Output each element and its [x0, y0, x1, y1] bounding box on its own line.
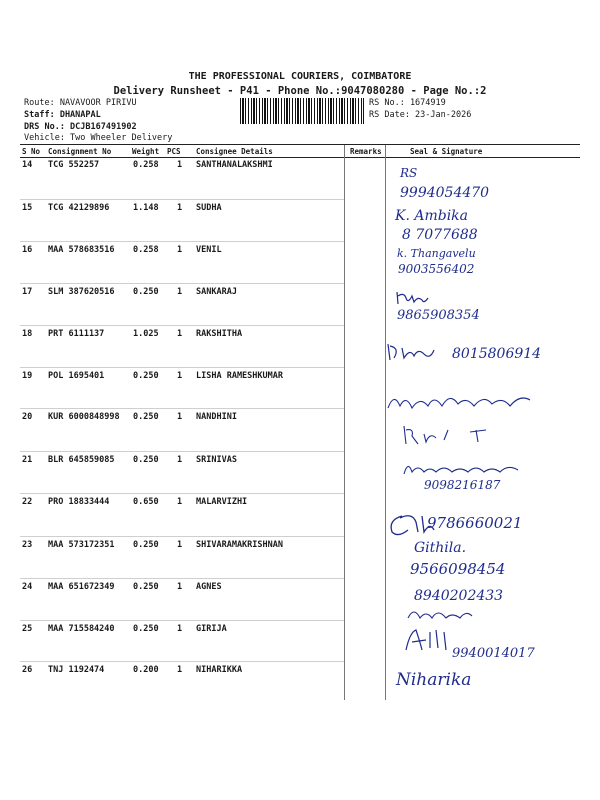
cell-weight: 1.025: [133, 329, 159, 339]
table-row: [20, 287, 360, 301]
signature-scribble: [384, 340, 444, 364]
cell-pcs: 1: [177, 540, 183, 550]
cell-sno: 21: [22, 455, 33, 465]
cell-pcs: 1: [177, 287, 183, 297]
table-row: [20, 160, 360, 174]
col-consignee: Consignee Details: [196, 147, 273, 156]
cell-pcs: 1: [177, 665, 183, 675]
cell-sno: 23: [22, 540, 33, 550]
table-row: [20, 245, 360, 259]
cell-sno: 20: [22, 412, 33, 422]
table-row: [20, 329, 360, 343]
cell-consignee: AGNES: [196, 582, 222, 592]
runsheet-title: Delivery Runsheet - P41 - Phone No.:9047080280 - Page No.:2: [113, 85, 487, 97]
cell-consignee: SANTHANALAKSHMI: [196, 160, 273, 170]
cell-consignee: VENIL: [196, 245, 222, 255]
cell-consignee: MALARVIZHI: [196, 497, 248, 507]
cell-sno: 14: [22, 160, 33, 170]
cell-consignee: NIHARIKKA: [196, 665, 243, 675]
cell-consignee: SANKARAJ: [196, 287, 237, 297]
table-row: [20, 455, 360, 469]
rs-date: RS Date: 23-Jan-2026: [369, 110, 472, 120]
cell-consignee: GIRIJA: [196, 624, 227, 634]
cell-weight: 0.650: [133, 497, 159, 507]
cell-pcs: 1: [177, 455, 183, 465]
cell-sno: 16: [22, 245, 33, 255]
table-top-rule: [20, 144, 580, 145]
cell-sno: 22: [22, 497, 33, 507]
signature-scribble: [400, 624, 456, 654]
row-separator: [20, 241, 344, 242]
cell-consignee: SUDHA: [196, 203, 222, 213]
row-separator: [20, 536, 344, 537]
handwritten-name: Niharika: [396, 670, 472, 690]
handwritten-phone: 9865908354: [397, 308, 480, 323]
handwritten-initials: RS: [400, 166, 418, 180]
handwritten-phone: 9786660021: [427, 514, 523, 532]
cell-weight: 0.200: [133, 665, 159, 675]
row-separator: [20, 367, 344, 368]
route: Route: NAVAVOOR PIRIVU: [24, 98, 137, 108]
cell-consignee: SRINIVAS: [196, 455, 237, 465]
staff: Staff: DHANAPAL: [24, 110, 101, 120]
company-name: THE PROFESSIONAL COURIERS, COIMBATORE: [188, 71, 412, 82]
handwritten-phone: 9098216187: [424, 478, 501, 492]
row-separator: [20, 661, 344, 662]
cell-consignment: MAA 651672349: [48, 582, 115, 592]
cell-sno: 17: [22, 287, 33, 297]
cell-pcs: 1: [177, 371, 183, 381]
cell-sno: 15: [22, 203, 33, 213]
col-consignment: Consignment No: [48, 147, 112, 156]
cell-pcs: 1: [177, 329, 183, 339]
cell-weight: 0.250: [133, 455, 159, 465]
signature-scribble: [400, 458, 530, 478]
cell-pcs: 1: [177, 497, 183, 507]
cell-consignee: RAKSHITHA: [196, 329, 243, 339]
row-separator: [20, 283, 344, 284]
seal-divider: [385, 145, 386, 700]
row-separator: [20, 451, 344, 452]
table-row: [20, 624, 360, 638]
cell-pcs: 1: [177, 245, 183, 255]
cell-sno: 24: [22, 582, 33, 592]
cell-weight: 0.258: [133, 160, 159, 170]
cell-sno: 19: [22, 371, 33, 381]
signature-scribble: [400, 422, 500, 448]
row-separator: [20, 578, 344, 579]
cell-weight: 0.250: [133, 582, 159, 592]
handwritten-phone: 8015806914: [452, 346, 542, 362]
cell-consignment: MAA 578683516: [48, 245, 115, 255]
cell-consignment: MAA 573172351: [48, 540, 115, 550]
drs-number: DRS No.: DCJB167491902: [24, 122, 137, 132]
row-separator: [20, 493, 344, 494]
handwritten-phone: 9566098454: [410, 560, 506, 578]
table-row: [20, 540, 360, 554]
col-sno: S No: [22, 147, 41, 156]
cell-consignment: TNJ 1192474: [48, 665, 105, 675]
cell-consignment: MAA 715584240: [48, 624, 115, 634]
cell-weight: 0.250: [133, 371, 159, 381]
table-row: [20, 497, 360, 511]
cell-pcs: 1: [177, 624, 183, 634]
signature-scribble: [384, 386, 544, 416]
cell-weight: 0.250: [133, 624, 159, 634]
table-row: [20, 412, 360, 426]
handwritten-phone: 8940202433: [414, 588, 504, 604]
vehicle: Vehicle: Two Wheeler Delivery: [24, 133, 173, 143]
cell-weight: 0.250: [133, 287, 159, 297]
cell-pcs: 1: [177, 412, 183, 422]
cell-weight: 1.148: [133, 203, 159, 213]
signature-scribble: [394, 286, 434, 308]
cell-sno: 25: [22, 624, 33, 634]
row-separator: [20, 199, 344, 200]
col-weight: Weight: [132, 147, 160, 156]
signature-scribble: [404, 604, 474, 624]
handwritten-name: k. Thangavelu: [397, 247, 476, 260]
handwritten-phone: 8 7077688: [402, 227, 478, 243]
barcode: [240, 98, 364, 124]
handwritten-phone: 9994054470: [400, 185, 490, 201]
col-seal: Seal & Signature: [410, 147, 483, 156]
table-row: [20, 582, 360, 596]
handwritten-name: K. Ambika: [395, 208, 469, 224]
table-row: [20, 203, 360, 217]
table-row: [20, 665, 360, 679]
row-separator: [20, 620, 344, 621]
cell-consignee: NANDHINI: [196, 412, 237, 422]
cell-consignee: LISHA RAMESHKUMAR: [196, 371, 283, 381]
cell-weight: 0.258: [133, 245, 159, 255]
cell-consignment: TCG 552257: [48, 160, 100, 170]
handwritten-name: Githila.: [414, 540, 467, 556]
row-separator: [20, 325, 344, 326]
cell-pcs: 1: [177, 203, 183, 213]
cell-consignment: POL 1695401: [48, 371, 105, 381]
cell-weight: 0.250: [133, 412, 159, 422]
cell-consignment: PRT 6111137: [48, 329, 105, 339]
rs-number: RS No.: 1674919: [369, 98, 446, 108]
col-pcs: PCS: [167, 147, 181, 156]
cell-consignee: SHIVARAMAKRISHNAN: [196, 540, 283, 550]
row-separator: [20, 408, 344, 409]
cell-consignment: PRO 18833444: [48, 497, 110, 507]
handwritten-phone: 9940014017: [452, 646, 535, 661]
cell-pcs: 1: [177, 582, 183, 592]
cell-consignment: KUR 6000848998: [48, 412, 120, 422]
cell-pcs: 1: [177, 160, 183, 170]
cell-consignment: TCG 42129896: [48, 203, 110, 213]
cell-weight: 0.250: [133, 540, 159, 550]
cell-consignment: BLR 645859085: [48, 455, 115, 465]
cell-sno: 18: [22, 329, 33, 339]
cell-consignment: SLM 387620516: [48, 287, 115, 297]
table-row: [20, 371, 360, 385]
col-remarks: Remarks: [350, 147, 382, 156]
cell-sno: 26: [22, 665, 33, 675]
header-rule: [20, 157, 580, 158]
handwritten-phone: 9003556402: [398, 262, 475, 276]
